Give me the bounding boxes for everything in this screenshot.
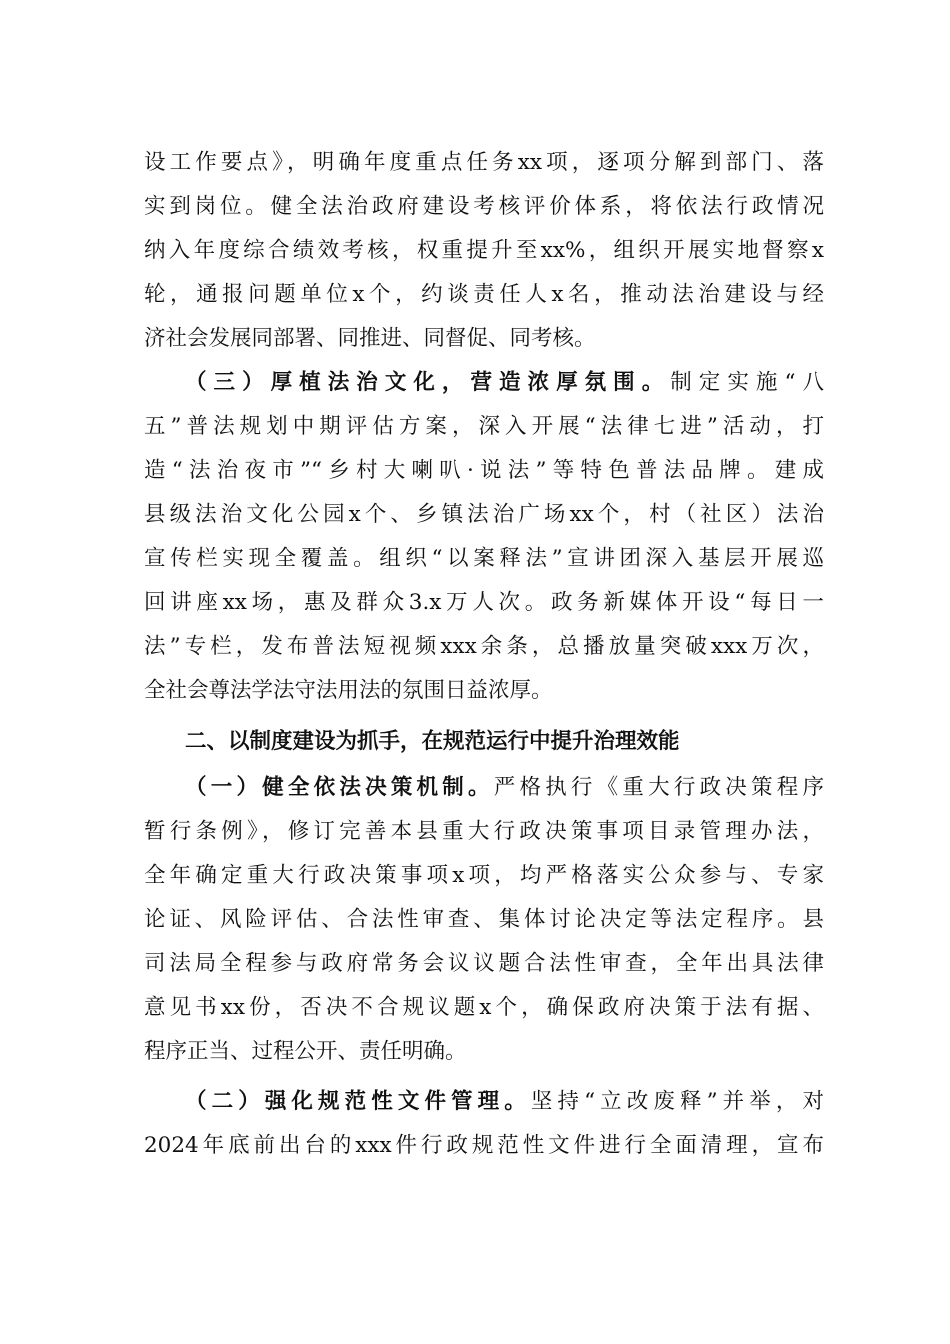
para3-first-rest: 严格执行《重大行政决策程序: [493, 775, 824, 800]
para3-line-1: [185, 771, 824, 805]
para2-line-3: 造“法治夜市”“乡村大喇叭·说法”等特色普法品牌。建成: [144, 458, 824, 483]
para2-line-6: 回讲座xx场，惠及群众3.x万人次。政务新媒体开设“每日一: [144, 590, 824, 615]
para3-line-5: 司法局全程参与政府常务会议议题合法性审查，全年出具法律: [144, 951, 824, 976]
para3-line-7: 程序正当、过程公开、责任明确。: [144, 1039, 467, 1064]
para2-line-7: 法”专栏，发布普法短视频xxx余条，总播放量突破xxx万次，: [144, 634, 824, 659]
para1-line-4: 轮，通报问题单位x个，约谈责任人x名，推动法治建设与经: [144, 282, 824, 307]
para2-line-8: 全社会尊法学法守法用法的氛围日益浓厚。: [144, 678, 553, 703]
para2-line-4: 县级法治文化公园x个、乡镇法治广场xx个，村（社区）法治: [144, 502, 824, 527]
para1-line-1: 设工作要点》，明确年度重点任务xx项，逐项分解到部门、落: [144, 150, 824, 175]
para3-line-4: 论证、风险评估、合法性审查、集体讨论决定等法定程序。县: [144, 907, 824, 932]
para4-line-2: 2024年底前出台的xxx件行政规范性文件进行全面清理，宣布: [144, 1133, 824, 1158]
para2-line-5: 宣传栏实现全覆盖。组织“以案释法”宣讲团深入基层开展巡: [144, 546, 824, 571]
section-heading: 二、以制度建设为抓手，在规范运行中提升治理效能: [185, 729, 680, 754]
para3-line-6: 意见书xx份，否决不合规议题x个，确保政府决策于法有据、: [144, 995, 824, 1020]
para1-line-2: 实到岗位。健全法治政府建设考核评价体系，将依法行政情况: [144, 194, 824, 219]
para2-first-rest: 制定实施“八: [670, 370, 824, 395]
para2-lead: （三）厚植法治文化，营造浓厚氛围。: [185, 370, 671, 395]
para1-line-5: 济社会发展同部署、同推进、同督促、同考核。: [144, 326, 596, 351]
para4-first-rest: 坚持“立改废释”并举，对: [530, 1089, 824, 1114]
para2-line-2: 五”普法规划中期评估方案，深入开展“法律七进”活动，打: [144, 414, 824, 439]
para4-lead: （二）强化规范性文件管理。: [185, 1089, 531, 1114]
para2-line-1: [185, 366, 824, 400]
para3-line-3: 全年确定重大行政决策事项x项，均严格落实公众参与、专家: [144, 863, 824, 888]
para3-line-2: 暂行条例》，修订完善本县重大行政决策事项目录管理办法，: [144, 819, 824, 844]
para1-line-3: 纳入年度综合绩效考核，权重提升至xx%，组织开展实地督察x: [144, 238, 824, 263]
para4-line-1: [185, 1085, 824, 1119]
para3-lead: （一）健全依法决策机制。: [185, 775, 494, 800]
